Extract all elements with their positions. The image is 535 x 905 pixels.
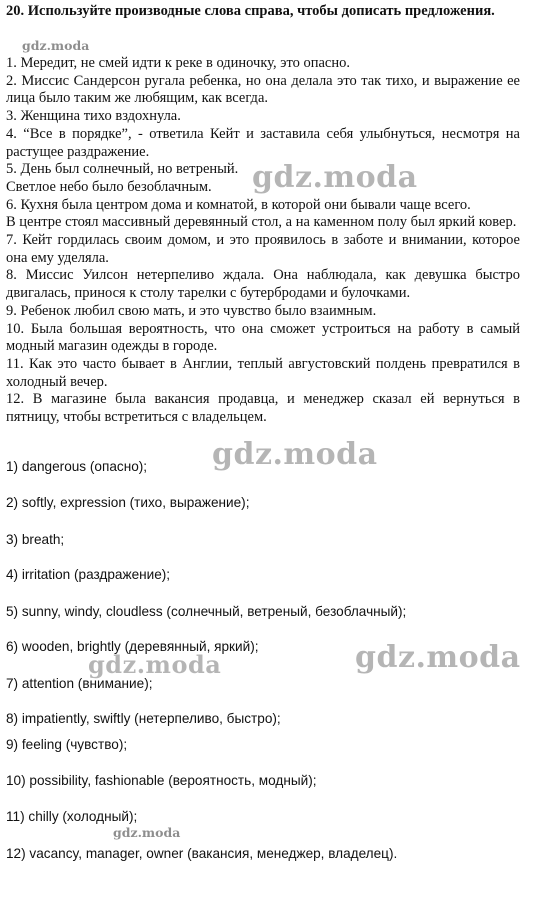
watermark-logo: gdz.moda bbox=[252, 160, 418, 195]
answer-7: 7) attention (внимание); bbox=[6, 676, 153, 691]
watermark-logo: gdz.moda bbox=[22, 38, 90, 53]
answer-8: 8) impatiently, swiftly (нетерпеливо, быстро); bbox=[6, 711, 281, 726]
sentence-4: 4. “Все в порядке”, - ответила Кейт и заставила себя улыбнуться, несмотря на растущее раздражение. bbox=[6, 125, 520, 160]
sentence-11: 11. Как это часто бывает в Англии, теплый августовский полдень превратился в холодный вечер. bbox=[6, 355, 520, 390]
sentence-6a: 6. Кухня была центром дома и комнатой, в которой они бывали чаще всего. bbox=[6, 196, 471, 213]
answer-5: 5) sunny, windy, cloudless (солнечный, ветреный, безоблачный); bbox=[6, 604, 407, 619]
sentence-list bbox=[6, 55, 520, 427]
watermark-logo: gdz.moda bbox=[88, 650, 222, 679]
sentence-8: 8. Миссис Уилсон нетерпеливо ждала. Она наблюдала, как девушка быстро двигалась, принося к столу тарелки с бутербродами и булочками. bbox=[6, 267, 520, 302]
answer-3: 3) breath; bbox=[6, 532, 65, 547]
watermark-logo: gdz.moda bbox=[212, 437, 378, 472]
answer-12: 12) vacancy, manager, owner (вакансия, менеджер, владелец). bbox=[6, 846, 398, 861]
exercise-title: 20. Используйте производные слова справа, чтобы дописать предложения. bbox=[6, 3, 495, 19]
sentence-1: 1. Мередит, не смей идти к реке в одиночку, это опасно. bbox=[6, 55, 350, 71]
sentence-10: 10. Была большая вероятность, что она сможет устроиться на работу в самый модный магазин одежды в городе. bbox=[6, 320, 520, 355]
answer-10: 10) possibility, fashionable (вероятность, модный); bbox=[6, 773, 317, 788]
sentence-12: 12. В магазине была вакансия продавца, и менеджер сказал ей вернуться в пятницу, чтобы встретиться с владельцем. bbox=[6, 391, 520, 426]
watermark-logo: gdz.moda bbox=[113, 825, 181, 840]
watermark-logo: gdz.moda bbox=[355, 640, 521, 675]
sentence-6b: В центре стоял массивный деревянный стол, а на каменном полу был яркий ковер. bbox=[6, 214, 517, 231]
answer-6: 6) wooden, brightly (деревянный, яркий); bbox=[6, 639, 259, 654]
answer-11: 11) chilly (холодный); bbox=[6, 809, 138, 824]
sentence-5a: 5. День был солнечный, но ветреный. bbox=[6, 161, 239, 178]
sentence-7: 7. Кейт гордилась своим домом, и это проявилось в заботе и внимании, которое она ему уделяла. bbox=[6, 232, 520, 266]
answer-2: 2) softly, expression (тихо, выражение); bbox=[6, 495, 250, 510]
answer-4: 4) irritation (раздражение); bbox=[6, 567, 171, 582]
answer-1: 1) dangerous (опасно); bbox=[6, 459, 148, 474]
sentence-5b: Светлое небо было безоблачным. bbox=[6, 178, 212, 195]
sentence-9: 9. Ребенок любил свою мать, и это чувство было взаимным. bbox=[6, 302, 377, 319]
sentence-2: 2. Миссис Сандерсон ругала ребенка, но она делала это так тихо, и выражение ее лица было таким же любящим, как всегда. bbox=[6, 72, 520, 107]
answer-9: 9) feeling (чувство); bbox=[6, 737, 128, 752]
sentence-3: 3. Женщина тихо вздохнула. bbox=[6, 108, 181, 125]
